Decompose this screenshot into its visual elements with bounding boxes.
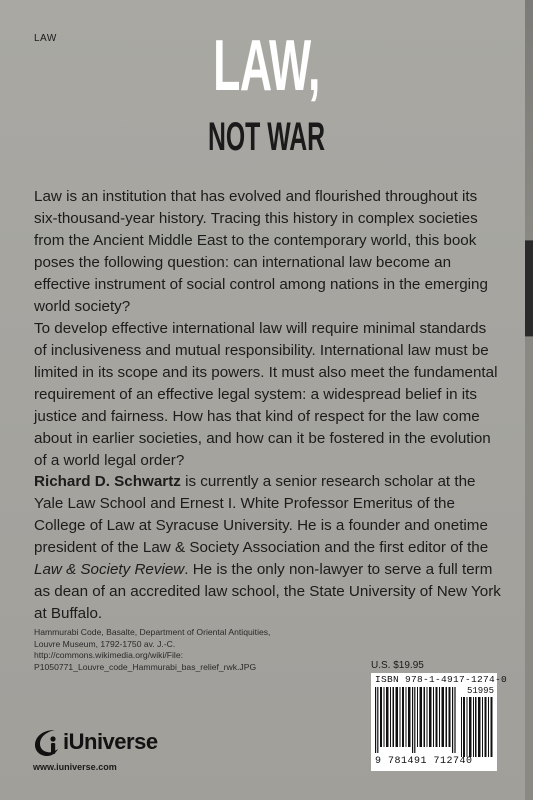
credit-line-2: Louvre Museum, 1792-1750 av. J.-C. bbox=[34, 638, 176, 649]
category-label: LAW bbox=[34, 33, 57, 44]
author-bio-text-1: is currently a senior research scholar at the Yale Law School and Ernest I. White Professor Emeritus of the College of Law at Syracuse University. He is a founder and onetime president of the Law & Society Association and the first editor of the bbox=[34, 473, 489, 556]
publisher-logo bbox=[33, 722, 158, 762]
journal-title: Law & Society Review bbox=[34, 561, 185, 578]
publisher-name: iUniverse bbox=[63, 729, 158, 754]
credit-line-3: http://commons.wikimedia.org/wiki/File: bbox=[34, 650, 184, 660]
credit-line-1: Hammurabi Code, Basalte, Department of Oriental Antiquities, bbox=[34, 627, 271, 637]
publisher-swoosh-icon bbox=[33, 726, 61, 758]
image-credit bbox=[34, 627, 334, 673]
ean-bars bbox=[375, 687, 457, 753]
author-name: Richard D. Schwartz bbox=[34, 473, 181, 490]
barcode-addon-digits: 51995 bbox=[466, 686, 494, 696]
ean-digits: 9 781491 712740 bbox=[375, 756, 473, 767]
addon-bars bbox=[461, 697, 493, 757]
spine-edge bbox=[525, 0, 533, 800]
title-line-1: LAW, bbox=[213, 26, 320, 106]
isbn-text: ISBN 978-1-4917-1274-0 bbox=[375, 674, 508, 685]
barcode bbox=[371, 673, 508, 771]
title-line-2: NOT WAR bbox=[207, 115, 326, 159]
author-bio bbox=[34, 471, 502, 625]
publisher-url[interactable]: www.iuniverse.com bbox=[33, 762, 117, 772]
price-label: U.S. $19.95 bbox=[371, 660, 424, 671]
blurb-paragraph-1: Law is an institution that has evolved and flourished throughout its six-thousand-year history. Tracing this history in complex societies from the Ancient Middle East to the contemporary world, this book poses the following question: can international law become an effective instrument of social control among nations in the emerging world society? bbox=[34, 188, 488, 315]
credit-line-4: P1050771_Louvre_code_Hammurabi_bas_relief_rwk.JPG bbox=[34, 661, 257, 672]
blurb-paragraph-2: To develop effective international law will require minimal standards of inclusiveness and mutual responsibility. International law must be limited in its scope and its powers. It must also meet the fundamental requirement of an effective legal system: a widespread belief in its justice and fairness. How has that kind of respect for the law come about in earlier societies, and how can it be fostered in the evolution of a world legal order? bbox=[34, 320, 498, 469]
author-bio-text-2: . He is the only non-lawyer to serve a full term as dean of an accredited law school, the State University of New York at Buffalo. bbox=[34, 561, 501, 622]
